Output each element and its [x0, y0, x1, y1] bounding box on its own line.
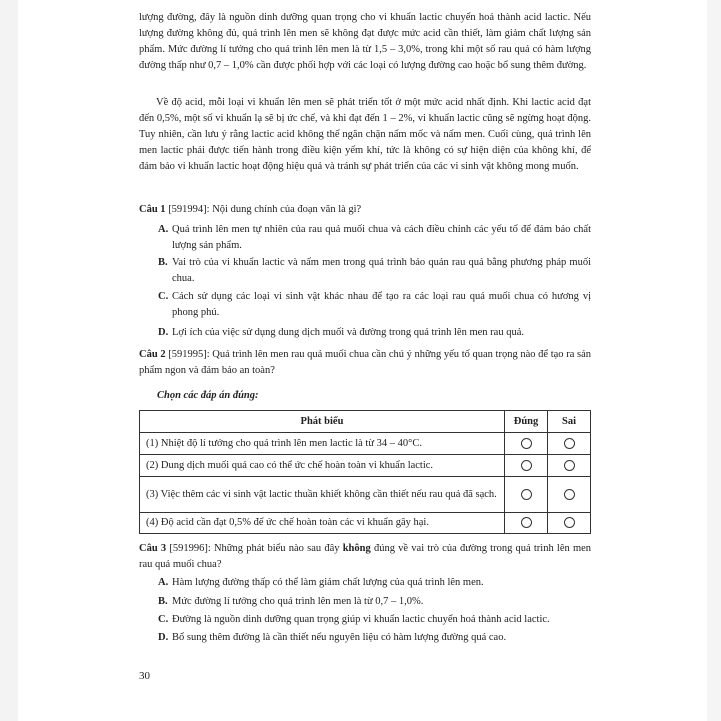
option-text: Mức đường lí tưởng cho quá trình lên men là từ 0,7 – 1,0%.	[172, 596, 424, 607]
scan-margin-left	[0, 0, 18, 721]
question-emphasis: không	[342, 543, 371, 554]
paragraph-text: Về độ acid, mỗi loại vi khuẩn lên men sẽ phát triển tốt ở một mức acid nhất định. Khi lactic acid đạt đến 0,5%, một số vi khuẩn lạ sẽ bị ức chế, và khi đạt đến 1 – 2%, vi khuẩn lactic cũng sẽ ngừng hoạt động. Tuy nhiên, cần lưu ý rằng lactic acid không thể ngăn chặn nấm mốc và nấm men. Cuối cùng, quá trình lên men lactic phải được tiến hành trong điều kiện yếm khí, tức là không có sự hiện diện của không khí, để đảm bảo vi khuẩn lactic hoạt động hiệu quả và tránh sự phát triển của các vi sinh vật không mong muốn.	[139, 97, 591, 172]
option-letter: C.	[158, 614, 169, 625]
option-text: Cách sử dụng các loại vi sinh vật khác nhau để tạo ra các loại rau quả muối chua có hương vị phong phú.	[172, 291, 591, 318]
table-row	[140, 433, 591, 455]
header-true: Đúng	[505, 411, 548, 433]
false-cell	[548, 433, 591, 455]
true-cell	[505, 513, 548, 534]
question-1-stem	[139, 202, 591, 218]
false-cell	[548, 513, 591, 534]
false-radio[interactable]	[564, 517, 575, 528]
question-text: [591994]: Nội dung chính của đoạn văn là gì?	[168, 204, 362, 215]
option-letter: D.	[158, 632, 169, 643]
page-number: 30	[139, 670, 150, 682]
option-letter: D.	[158, 327, 169, 338]
option-text: Bổ sung thêm đường là cần thiết nếu nguyên liệu có hàm lượng đường quá cao.	[172, 632, 507, 643]
statement-1: (1) Nhiệt độ lí tưởng cho quá trình lên men lactic là từ 34 – 40°C.	[140, 433, 505, 455]
question-3-option-d[interactable]	[158, 630, 591, 646]
question-2-stem	[139, 347, 591, 379]
true-cell	[505, 477, 548, 513]
true-cell	[505, 455, 548, 477]
question-1-option-d[interactable]	[158, 325, 591, 341]
false-radio[interactable]	[564, 489, 575, 500]
option-letter: B.	[158, 596, 168, 607]
statement-4: (4) Độ acid cần đạt 0,5% để ức chế hoàn toàn các vi khuẩn gây hại.	[140, 513, 505, 534]
option-text: Vai trò của vi khuẩn lactic và nấm men trong quá trình bảo quản rau quả bằng phương pháp muối chua.	[172, 257, 591, 284]
true-radio[interactable]	[521, 460, 532, 471]
false-radio[interactable]	[564, 460, 575, 471]
table-row	[140, 455, 591, 477]
option-text: Quá trình lên men tự nhiên của rau quả muối chua và cách điều chỉnh các yếu tố để đảm bảo chất lượng sản phẩm.	[172, 224, 591, 251]
true-radio[interactable]	[521, 517, 532, 528]
passage-paragraph-2	[139, 95, 591, 175]
option-letter: C.	[158, 291, 169, 302]
passage-paragraph-1	[139, 10, 591, 74]
option-letter: A.	[158, 577, 169, 588]
header-statement: Phát biểu	[140, 411, 505, 433]
question-3-option-a[interactable]	[158, 575, 591, 591]
question-1-option-a[interactable]	[158, 222, 591, 254]
true-false-table	[139, 410, 591, 534]
option-text: Hàm lượng đường thấp có thể làm giảm chất lượng của quá trình lên men.	[172, 577, 484, 588]
question-3-stem	[139, 541, 591, 573]
question-1-option-c[interactable]	[158, 289, 591, 321]
question-3-option-c[interactable]	[158, 612, 591, 628]
question-label: Câu 3	[139, 543, 167, 554]
table-row	[140, 513, 591, 534]
option-letter: A.	[158, 224, 169, 235]
question-text: [591996]: Những phát biểu nào sau đây	[169, 543, 340, 554]
scan-margin-right	[707, 0, 721, 721]
answer-instruction: Chọn các đáp án đúng:	[157, 390, 259, 401]
option-text: Đường là nguồn dinh dưỡng quan trọng giúp vi khuẩn lactic chuyển hoá thành acid lactic.	[172, 614, 550, 625]
option-letter: B.	[158, 257, 168, 268]
question-3-option-b[interactable]	[158, 594, 591, 610]
false-cell	[548, 455, 591, 477]
question-1-option-b[interactable]	[158, 255, 591, 287]
option-text: Lợi ích của việc sử dụng dung dịch muối và đường trong quá trình lên men rau quả.	[172, 327, 524, 338]
true-radio[interactable]	[521, 438, 532, 449]
question-text: đúng về vai trò của đường trong quá trình lên men rau quả muối chua?	[139, 543, 592, 570]
statement-2: (2) Dung dịch muối quá cao có thể ức chế hoàn toàn vi khuẩn lactic.	[140, 455, 505, 477]
question-label: Câu 2	[139, 349, 166, 360]
header-false: Sai	[548, 411, 591, 433]
table-header-row	[140, 411, 591, 433]
statement-3: (3) Việc thêm các vi sinh vật lactic thuần khiết không cần thiết nếu rau quả đã sạch.	[140, 477, 505, 513]
false-cell	[548, 477, 591, 513]
question-label: Câu 1	[139, 204, 166, 215]
paragraph-text: lượng đường, đây là nguồn dinh dưỡng quan trọng cho vi khuẩn lactic chuyển hoá thành acid lactic. Nếu lượng đường không đủ, quá trình lên men sẽ không đạt được mức acid cần thiết, làm giảm chất lượng sản phẩm. Mức đường lí tưởng cho quá trình lên men là từ 1,5 – 3,0%, trong khi một số rau quả có hàm lượng đường thấp như 0,7 – 1,0% cần được phối hợp với các loại có lượng đường cao hoặc bổ sung thêm đường.	[139, 12, 591, 71]
false-radio[interactable]	[564, 438, 575, 449]
question-text: [591995]: Quá trình lên men rau quả muối chua cần chú ý những yếu tố quan trọng nào để tạo ra sản phẩm ngon và đảm bảo an toàn?	[139, 349, 591, 376]
table-row	[140, 477, 591, 513]
true-cell	[505, 433, 548, 455]
true-radio[interactable]	[521, 489, 532, 500]
